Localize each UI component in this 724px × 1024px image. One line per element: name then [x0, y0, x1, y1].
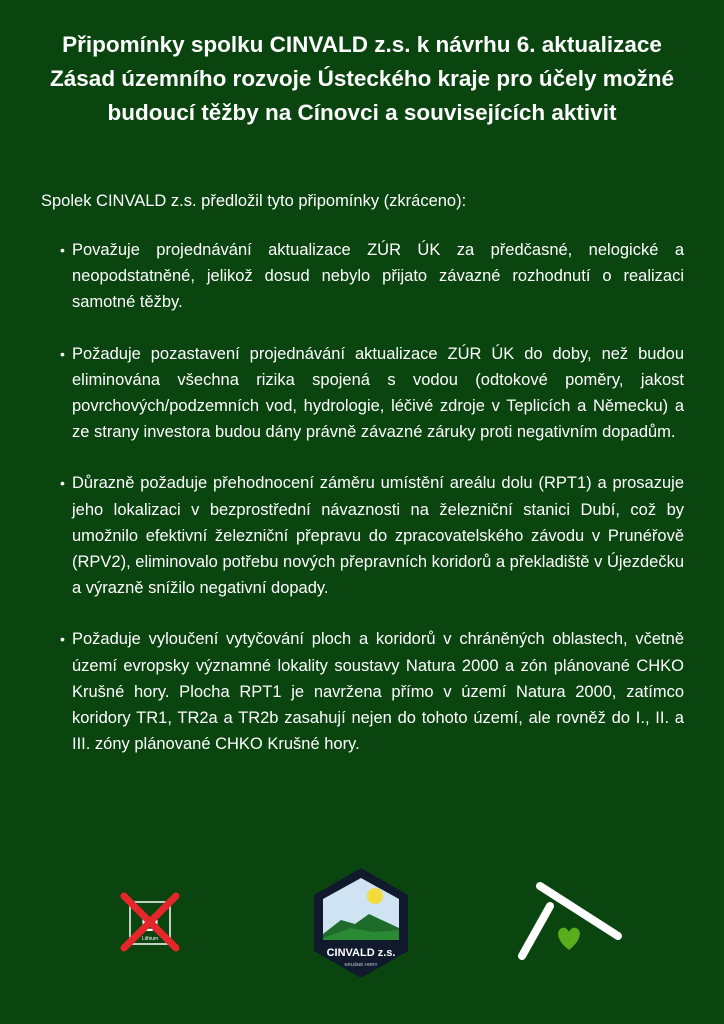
- bullet: •: [60, 631, 65, 648]
- comments-list: [60, 237, 684, 782]
- no-lithium-logo: [116, 888, 184, 956]
- list-item: [60, 626, 684, 757]
- list-item-text: Považuje projednávání aktualizace ZÚR ÚK za předčasné, nelogické a neopodstatněné, jelikož dosud nebylo přijato závazné rozhodnutí o realizaci samotné těžby.: [72, 241, 684, 312]
- roof-heart-logo: [512, 878, 624, 966]
- bullet: •: [60, 345, 65, 362]
- svg-text:CINVALD z.s.: CINVALD z.s.: [326, 947, 396, 959]
- bullet: •: [60, 475, 65, 492]
- svg-text:KRUŠNÉ HORY: KRUŠNÉ HORY: [344, 962, 378, 967]
- page-title: Připomínky spolku CINVALD z.s. k návrhu 6. aktualizace Zásad územního rozvoje Ústeckého kraje pro účely možné budoucí těžby na Cínovci a souvisejících aktivit: [50, 32, 674, 125]
- list-item-text: Důrazně požaduje přehodnocení záměru umístění areálu dolu (RPT1) a prosazuje jeho lokalizaci v bezprostřední návaznosti na železniční stanici Dubí, což by umožnilo efektivní železniční přepravu do zpracovatelského závodu v Prunéřově (RPV2), eliminovalo potřebu nových přepravních koridorů a překladiště v Újezdečku a výrazně snížilo negativní dopady.: [72, 474, 684, 598]
- cinvald-logo: [311, 866, 411, 980]
- intro-text: Spolek CINVALD z.s. předložil tyto připomínky (zkráceno):: [41, 192, 467, 210]
- list-item-text: Požaduje pozastavení projednávání aktualizace ZÚR ÚK do doby, než budou eliminována všechna rizika spojená s vodou (odtokové poměry, jakost povrchových/podzemních vod, hydrologie, léčivé zdroje v Teplicích a Německu) a ze strany investora budou dány právně závazné záruky proti negativním dopadům.: [72, 344, 684, 442]
- svg-text:Lithium: Lithium: [141, 936, 159, 942]
- list-item-text: Požaduje vyloučení vytyčování ploch a koridorů v chráněných oblastech, včetně území evropsky významné lokality soustavy Natura 2000 a zón plánované CHKO Krušné hory. Plocha RPT1 je navržena přímo v území Natura 2000, zatímco koridory TR1, TR2a a TR2b zasahují nejen do tohoto území, ale rovněž do I., II. a III. zóny plánované CHKO Krušné hory.: [72, 630, 684, 754]
- bullet: •: [60, 242, 65, 258]
- list-item: [60, 470, 684, 601]
- list-item: [60, 237, 684, 316]
- list-item: [60, 341, 684, 446]
